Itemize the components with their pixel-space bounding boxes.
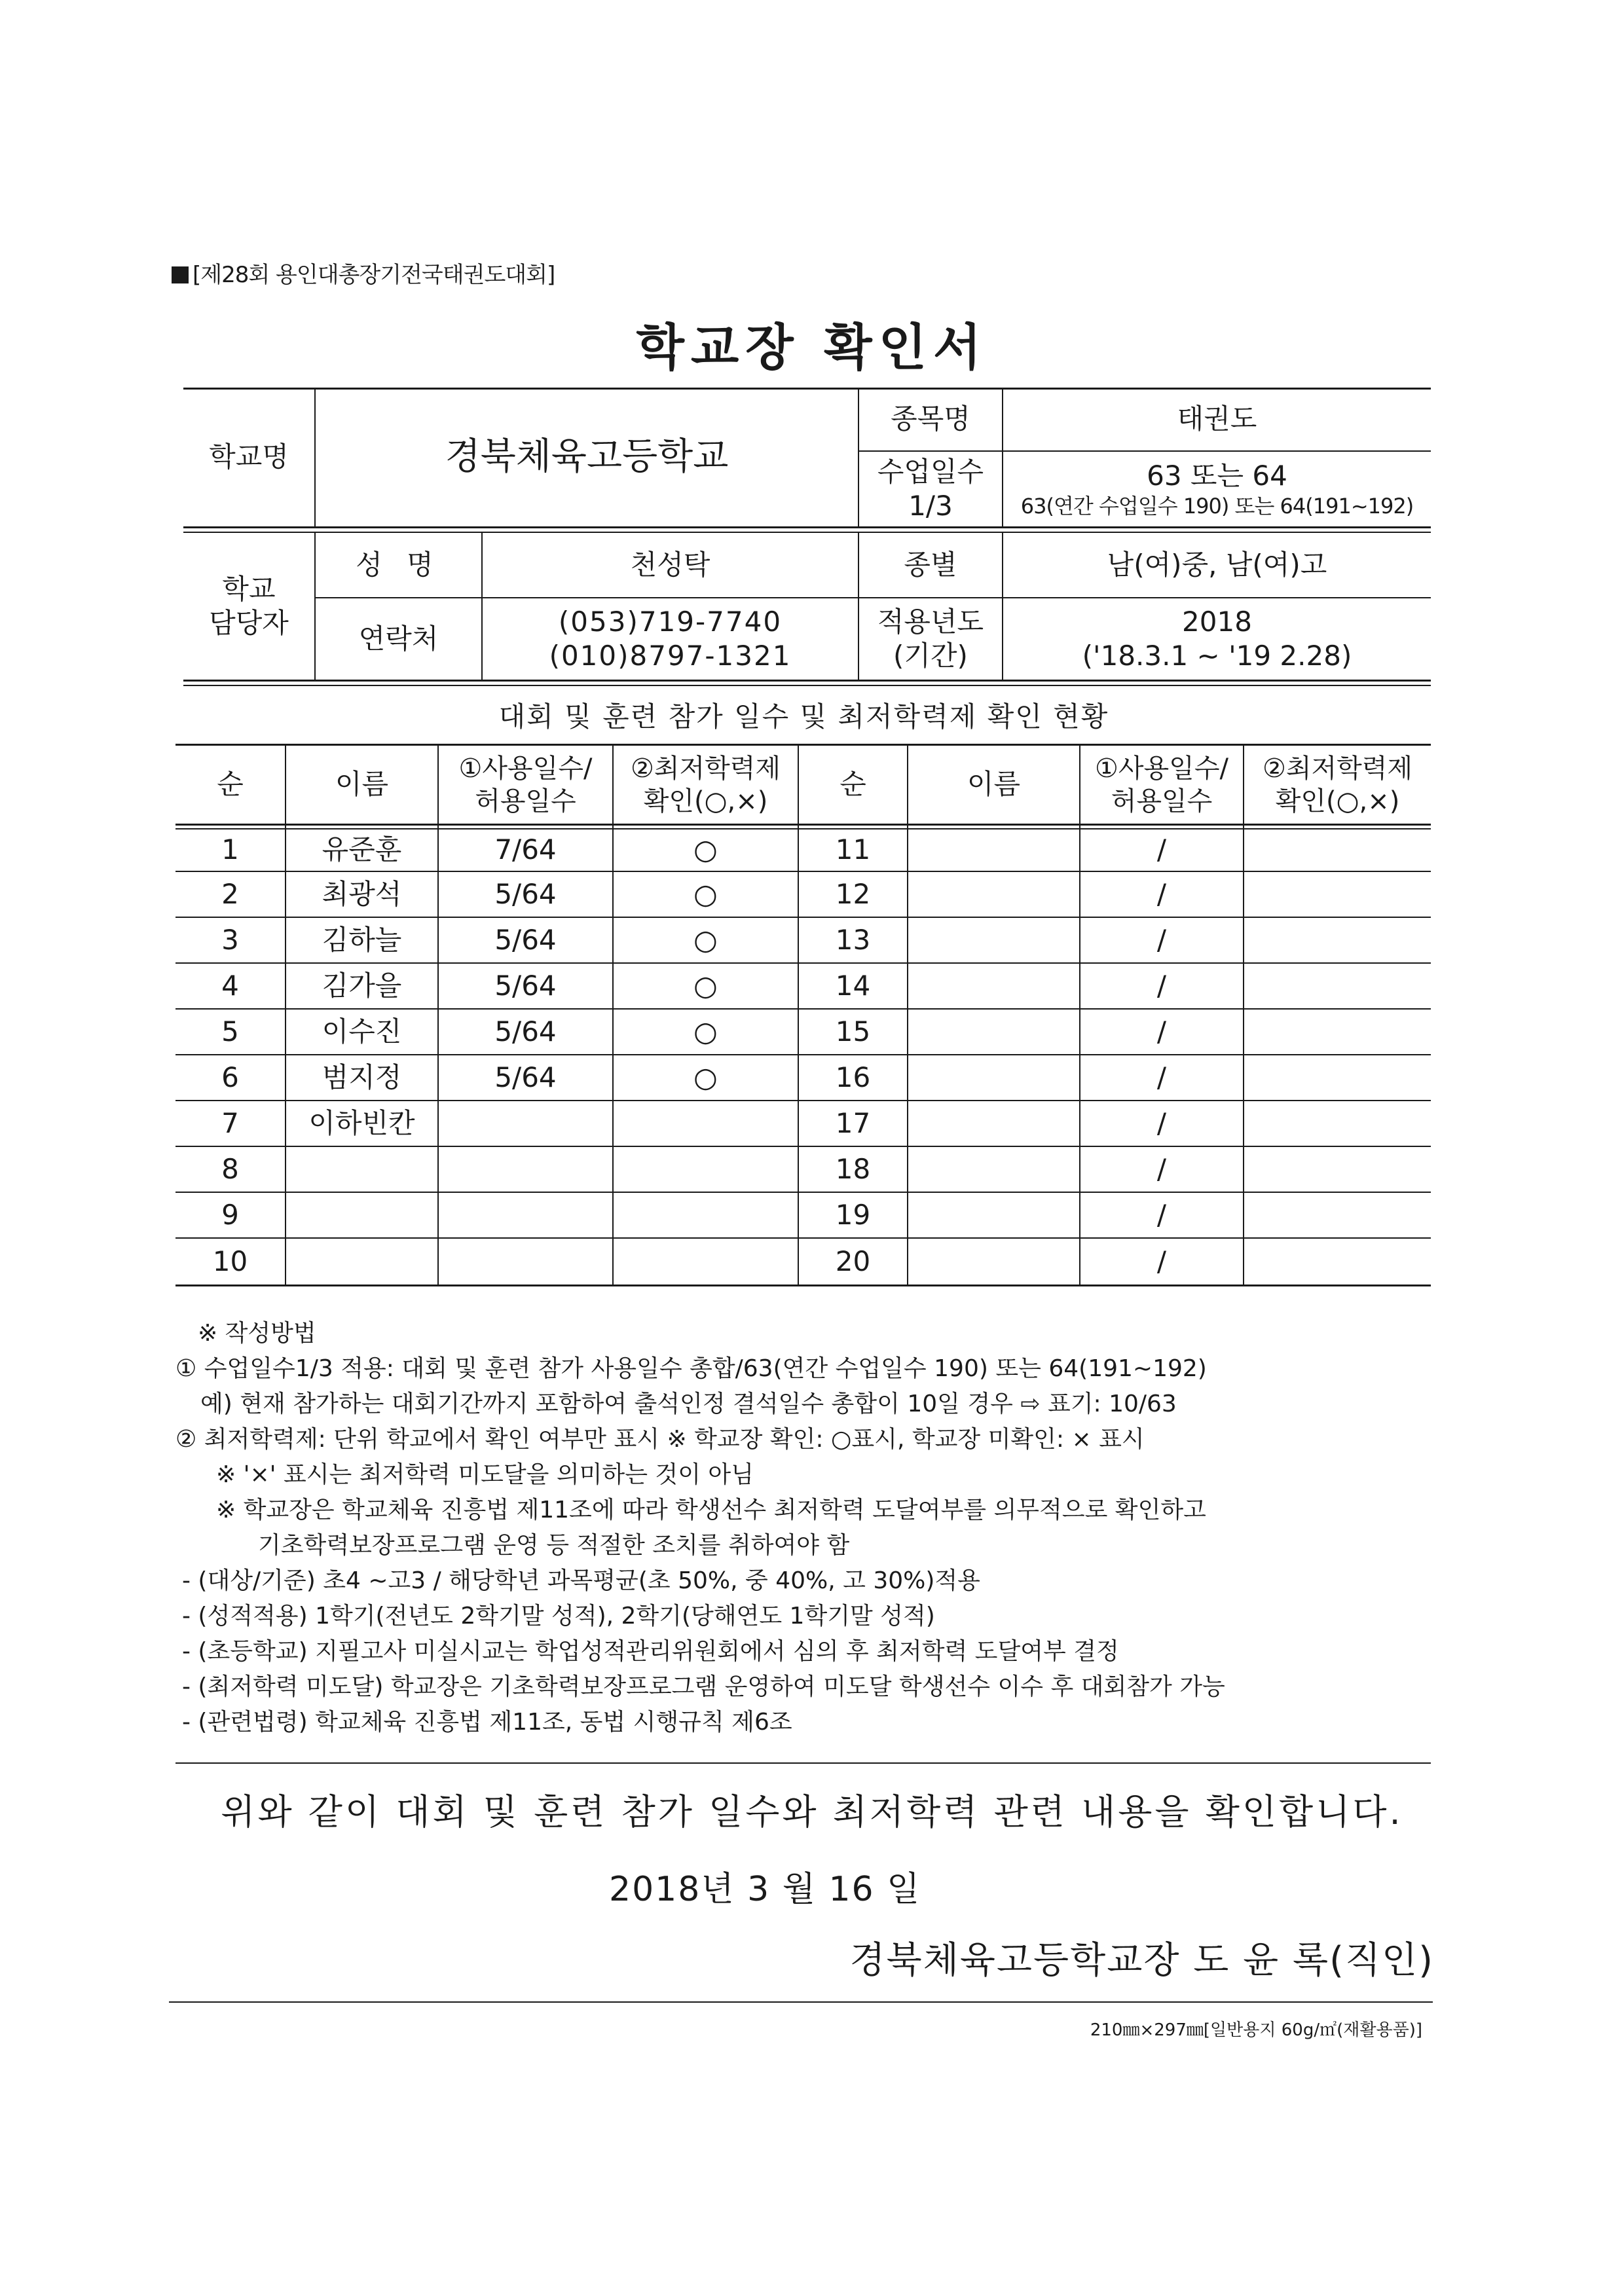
apply-year-value-line1: 2018 [1182, 605, 1252, 638]
col-header-check-right-line2: 확인(○,×) [1275, 786, 1400, 816]
row-no-right: 16 [835, 1061, 871, 1093]
row-no: 7 [221, 1106, 239, 1139]
paper-spec: 210㎜×297㎜[일반용지 60g/㎡(재활용품)] [1090, 2020, 1422, 2040]
note-item: 예) 현재 참가하는 대회기간까지 포함하여 출석인정 결석일수 총합이 10일 경우 ⇨ 표기: 10/63 [200, 1391, 1177, 1417]
row-no: 6 [221, 1061, 239, 1093]
col-header-days-line1: ①사용일수/ [458, 753, 593, 784]
note-item: - (최저학력 미도달) 학교장은 기초학력보장프로그램 운영하여 미도달 학생선수 이수 후 대회참가 가능 [182, 1673, 1225, 1700]
note-item: ※ 학교장은 학교체육 진흥법 제11조에 따라 학생선수 최저학력 도달여부를 의무적으로 확인하고 [216, 1497, 1206, 1523]
row-name-right [908, 1239, 1079, 1285]
col-header-days-right [1080, 746, 1243, 824]
row-check [614, 1239, 798, 1285]
row-check [614, 1147, 798, 1192]
row-name [286, 1193, 437, 1237]
note-item: ② 최저학력제: 단위 학교에서 확인 여부만 표시 ※ 학교장 확인: ○표시, 학교장 미확인: × 표시 [175, 1426, 1145, 1453]
col-header-days-right-line2: 허용일수 [1111, 786, 1213, 816]
note-item: 기초학력보장프로그램 운영 등 적절한 조치를 취하여야 함 [258, 1532, 850, 1559]
row-no-right: 13 [835, 923, 871, 956]
row-name-right [908, 829, 1079, 871]
col-header-name: 이름 [335, 768, 389, 801]
row-days-right: / [1156, 1015, 1167, 1048]
row-days: 5/64 [494, 877, 557, 910]
row-days-right: / [1156, 1245, 1167, 1277]
row-days-right: / [1156, 1106, 1167, 1139]
col-header-check [614, 746, 798, 824]
row-no-right: 15 [835, 1015, 871, 1048]
row-days-right: / [1156, 969, 1167, 1002]
note-item: - (대상/기준) 초4 ~고3 / 해당학년 과목평균(초 50%, 중 40%, 고 30%)적용 [182, 1567, 980, 1594]
note-item: ① 수업일수1/3 적용: 대회 및 훈련 참가 사용일수 총합/63(연간 수업일수 190) 또는 64(191~192) [175, 1355, 1207, 1382]
row-days: 7/64 [494, 833, 557, 866]
row-days [439, 1101, 612, 1146]
row-no: 4 [221, 969, 239, 1002]
row-name-right [908, 1010, 1079, 1054]
square-bullet-icon [172, 266, 189, 283]
writing-instructions [175, 1316, 1452, 1740]
event-value: 태권도 [1177, 402, 1257, 435]
row-check: ○ [693, 877, 718, 910]
school-name: 경북체육고등학교 [445, 435, 729, 478]
contact-label: 연락처 [358, 622, 439, 655]
row-check-right [1244, 1147, 1431, 1192]
row-days-right: / [1156, 877, 1167, 910]
row-check-right [1244, 829, 1431, 871]
row-name-right [908, 918, 1079, 962]
row-name-right [908, 1147, 1079, 1192]
contact-phone-2: (010)8797-1321 [549, 640, 792, 672]
row-name [286, 1239, 437, 1285]
manager-label [183, 533, 314, 680]
row-days [439, 1193, 612, 1237]
row-name-right [908, 1101, 1079, 1146]
note-item: - (관련법령) 학교체육 진흥법 제11조, 동법 시행규칙 제6조 [182, 1709, 792, 1736]
school-days-label-line2: 1/3 [908, 490, 953, 522]
row-days: 5/64 [494, 969, 557, 1002]
row-no: 5 [221, 1015, 239, 1048]
row-no-right: 12 [835, 877, 871, 910]
contact-value [483, 598, 858, 680]
school-label: 학교명 [209, 440, 289, 473]
row-days: 5/64 [494, 1015, 557, 1048]
school-days-label-line1: 수업일수 [877, 455, 984, 488]
col-header-check-line2: 확인(○,×) [643, 786, 768, 816]
row-check-right [1244, 1055, 1431, 1100]
row-no-right: 19 [835, 1198, 871, 1231]
row-name: 범지정 [322, 1061, 402, 1093]
col-header-no-right: 순 [840, 768, 866, 801]
col-header-check-line1: ②최저학력제 [630, 753, 781, 784]
row-no: 10 [212, 1245, 248, 1277]
confirmation-statement: 위와 같이 대회 및 훈련 참가 일수와 최저학력 관련 내용을 확인합니다. [221, 1791, 1403, 1832]
school-days-value-line2: 63(연간 수업일수 190) 또는 64(191~192) [1020, 494, 1414, 519]
apply-year-value [1003, 598, 1431, 680]
row-name-right [908, 1193, 1079, 1237]
manager-name: 천성탁 [630, 548, 710, 581]
category-value: 남(여)중, 남(여)고 [1107, 548, 1327, 581]
row-check: ○ [693, 1061, 718, 1093]
competition-header [172, 257, 555, 289]
row-no: 1 [221, 833, 239, 866]
col-header-no: 순 [217, 768, 244, 801]
document-title: 학교장 확인서 [636, 318, 988, 376]
row-days-right: / [1156, 1198, 1167, 1231]
note-item: - (성적적용) 1학기(전년도 2학기말 성적), 2학기(당해연도 1학기말 성적) [182, 1603, 935, 1630]
school-days-value-line1: 63 또는 64 [1147, 459, 1287, 492]
row-check-right [1244, 1101, 1431, 1146]
row-check: ○ [693, 923, 718, 956]
col-header-check-right [1244, 746, 1431, 824]
row-no-right: 20 [835, 1245, 871, 1277]
row-days: 5/64 [494, 1061, 557, 1093]
row-check-right [1244, 964, 1431, 1008]
col-header-days-right-line1: ①사용일수/ [1095, 753, 1228, 784]
row-check: ○ [693, 833, 718, 866]
row-no-right: 11 [835, 833, 871, 866]
apply-year-label [859, 598, 1002, 680]
contact-phone-1: (053)719-7740 [558, 605, 783, 638]
row-name-right [908, 1055, 1079, 1100]
category-label: 종별 [904, 548, 957, 581]
row-check-right [1244, 872, 1431, 917]
row-no: 3 [221, 923, 239, 956]
apply-year-value-line2: ('18.3.1 ~ '19 2.28) [1082, 640, 1352, 672]
row-name-right [908, 964, 1079, 1008]
row-no: 2 [221, 877, 239, 910]
row-check-right [1244, 918, 1431, 962]
row-no: 9 [221, 1198, 239, 1231]
principal-signature: 경북체육고등학교장 도 윤 록(직인) [849, 1939, 1434, 1982]
name-label: 성 명 [356, 548, 441, 581]
apply-year-label-line1: 적용년도 [877, 605, 984, 638]
row-check [614, 1101, 798, 1146]
row-days [439, 1239, 612, 1285]
note-item: ※ '×' 표시는 최저학력 미도달을 의미하는 것이 아님 [216, 1461, 754, 1488]
competition-name: [제28회 용인대총장기전국태권도대회] [193, 262, 555, 288]
row-check-right [1244, 1193, 1431, 1237]
notes-heading: ※ 작성방법 [198, 1320, 316, 1347]
row-days-right: / [1156, 1061, 1167, 1093]
row-days: 5/64 [494, 923, 557, 956]
manager-label-line1: 학교 [222, 572, 276, 605]
manager-label-line2: 담당자 [209, 607, 289, 639]
row-check-right [1244, 1010, 1431, 1054]
row-check-right [1244, 1239, 1431, 1285]
row-days-right: / [1156, 1152, 1167, 1185]
row-check [614, 1193, 798, 1237]
row-days-right: / [1156, 923, 1167, 956]
section-title: 대회 및 훈련 참가 일수 및 최저학력제 확인 현황 [498, 701, 1109, 733]
issue-date: 2018년 3 월 16 일 [609, 1870, 921, 1909]
row-name: 최광석 [322, 877, 402, 910]
row-check: ○ [693, 969, 718, 1002]
apply-year-label-line2: (기간) [893, 640, 968, 672]
row-name: 유준훈 [322, 833, 402, 866]
col-header-name-right: 이름 [967, 768, 1021, 801]
col-header-days [439, 746, 612, 824]
school-days-label [859, 452, 1002, 526]
row-check: ○ [693, 1015, 718, 1048]
notes-divider [175, 1762, 1431, 1764]
row-no: 8 [221, 1152, 239, 1185]
row-name: 김가을 [322, 969, 402, 1002]
row-name: 이하빈칸 [308, 1106, 415, 1139]
row-days [439, 1147, 612, 1192]
row-days-right: / [1156, 833, 1167, 866]
note-item: - (초등학교) 지필고사 미실시교는 학업성적관리위원회에서 심의 후 최저학력 도달여부 결정 [182, 1638, 1119, 1665]
row-no-right: 17 [835, 1106, 871, 1139]
row-name-right [908, 872, 1079, 917]
col-header-check-right-line1: ②최저학력제 [1262, 753, 1413, 784]
row-name [286, 1147, 437, 1192]
row-name: 김하늘 [322, 923, 402, 956]
col-header-days-line2: 허용일수 [475, 786, 576, 816]
row-name: 이수진 [322, 1015, 402, 1048]
school-days-value [1003, 452, 1431, 526]
row-no-right: 18 [835, 1152, 871, 1185]
footer-divider [169, 2001, 1433, 2003]
row-no-right: 14 [835, 969, 871, 1002]
event-label: 종목명 [891, 402, 970, 435]
